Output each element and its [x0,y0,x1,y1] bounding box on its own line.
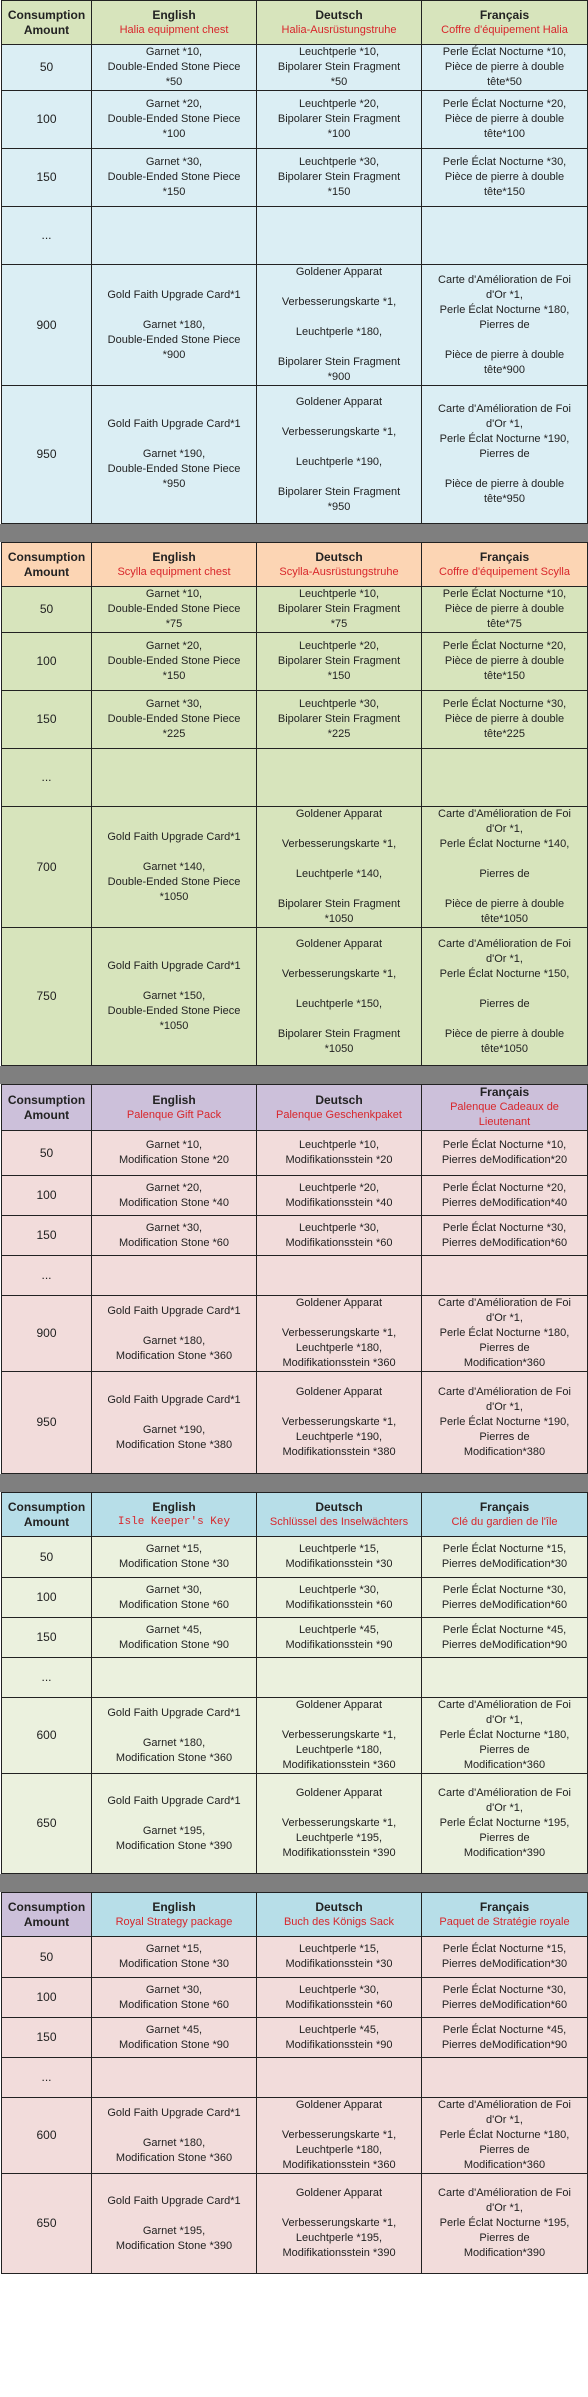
reward-cell-de: Leuchtperle *45, Modifikationsstein *90 [257,2018,422,2058]
consumption-amount-header [2,1493,92,1537]
table-row [2,1698,588,1774]
reward-cell-de [257,1256,422,1296]
consumption-amount-header [2,1,92,45]
reward-cell-de: Leuchtperle *20, Modifikationsstein *40 [257,1176,422,1216]
reward-cell-en: Garnet *30, Modification Stone *60 [92,1578,257,1618]
table-row [2,1537,588,1578]
reward-cell-de: Leuchtperle *45, Modifikationsstein *90 [257,1618,422,1658]
amount-cell: 50 [2,1937,92,1978]
amount-label: Amount [23,22,70,37]
reward-cell-fr [422,749,588,807]
amount-cell: 750 [2,928,92,1066]
reward-cell-en [92,749,257,807]
francais-header [422,1085,588,1131]
table-row [2,691,588,749]
reward-cell-de: Leuchtperle *30, Bipolarer Stein Fragment *150 [257,149,422,207]
language-label: Deutsch [315,1092,363,1107]
reward-cell-fr: Perle Éclat Nocturne *45, Pierres deModification*90 [422,2018,588,2058]
amount-cell: 100 [2,1176,92,1216]
reward-cell-fr: Carte d'Amélioration de Foi d'Or *1, Perle Éclat Nocturne *195, Pierres de Modification*390 [422,1774,588,1874]
reward-cell-de: Leuchtperle *30, Modifikationsstein *60 [257,1578,422,1618]
reward-cell-fr: Carte d'Amélioration de Foi d'Or *1, Perle Éclat Nocturne *180, Pierres de Modification*360 [422,2098,588,2174]
reward-cell-fr: Perle Éclat Nocturne *20, Pièce de pierre à double tête*100 [422,91,588,149]
amount-cell: 50 [2,1131,92,1176]
table-row [2,1176,588,1216]
consumption-label: Consumption [7,549,86,564]
reward-cell-de: Goldener Apparat Verbesserungskarte *1, Leuchtperle *180, Modifikationsstein *360 [257,2098,422,2174]
consumption-label: Consumption [7,1092,86,1107]
reward-cell-fr [422,1658,588,1698]
item-name-de: Halia-Ausrüstungstruhe [281,23,397,36]
language-label: Deutsch [315,549,363,564]
amount-cell: 100 [2,1578,92,1618]
table-row [2,587,588,633]
reward-cell-de [257,207,422,265]
reward-table [1,1084,588,1474]
reward-cell-fr: Carte d'Amélioration de Foi d'Or *1, Perle Éclat Nocturne *180, Pierres de Pièce de pierre à double tête*900 [422,265,588,386]
amount-cell: 950 [2,386,92,524]
table-row [2,1774,588,1874]
reward-cell-de: Leuchtperle *30, Bipolarer Stein Fragment *225 [257,691,422,749]
table-row [2,1256,588,1296]
table-row [2,2018,588,2058]
amount-cell: ... [2,1658,92,1698]
amount-cell: 150 [2,1216,92,1256]
reward-cell-en: Gold Faith Upgrade Card*1 Garnet *190, Double-Ended Stone Piece *950 [92,386,257,524]
table-row [2,2174,588,2274]
reward-section [1,1492,587,1874]
amount-cell: 150 [2,1618,92,1658]
reward-cell-fr: Perle Éclat Nocturne *20, Pièce de pierre à double tête*150 [422,633,588,691]
amount-cell: 650 [2,1774,92,1874]
table-row [2,2058,588,2098]
reward-cell-en: Garnet *20, Double-Ended Stone Piece *100 [92,91,257,149]
amount-cell: 950 [2,1372,92,1474]
reward-section [1,1084,587,1474]
english-header [92,543,257,587]
english-header [92,1893,257,1937]
reward-cell-de: Goldener Apparat Verbesserungskarte *1, Leuchtperle *190, Modifikationsstein *380 [257,1372,422,1474]
section-separator [0,524,588,542]
item-name-de: Schlüssel des Inselwächters [269,1515,409,1528]
table-row [2,1618,588,1658]
table-row [2,1296,588,1372]
item-name-fr: Paquet de Stratégie royale [439,1915,570,1928]
reward-cell-en: Garnet *15, Modification Stone *30 [92,1937,257,1978]
amount-cell: 100 [2,91,92,149]
amount-cell: ... [2,1256,92,1296]
reward-cell-de: Goldener Apparat Verbesserungskarte *1, Leuchtperle *180, Bipolarer Stein Fragment *900 [257,265,422,386]
deutsch-header [257,1893,422,1937]
deutsch-header [257,1493,422,1537]
language-label: Deutsch [315,1499,363,1514]
reward-cell-en: Gold Faith Upgrade Card*1 Garnet *180, Double-Ended Stone Piece *900 [92,265,257,386]
amount-cell: 100 [2,633,92,691]
reward-cell-fr: Perle Éclat Nocturne *15, Pierres deModification*30 [422,1537,588,1578]
amount-cell: 600 [2,2098,92,2174]
reward-cell-en: Gold Faith Upgrade Card*1 Garnet *150, Double-Ended Stone Piece *1050 [92,928,257,1066]
table-row [2,1578,588,1618]
language-label: English [152,1499,196,1514]
amount-label: Amount [23,564,70,579]
language-label: Deutsch [315,7,363,22]
item-name-fr: Palenque Cadeaux de Lieutenant [450,1101,559,1128]
reward-cell-de: Goldener Apparat Verbesserungskarte *1, Leuchtperle *180, Modifikationsstein *360 [257,1296,422,1372]
reward-cell-fr: Carte d'Amélioration de Foi d'Or *1, Perle Éclat Nocturne *150, Pierres de Pièce de pierre à double tête*1050 [422,928,588,1066]
reward-cell-en: Garnet *20, Modification Stone *40 [92,1176,257,1216]
reward-cell-en: Gold Faith Upgrade Card*1 Garnet *180, Modification Stone *360 [92,1296,257,1372]
item-name-fr: Clé du gardien de l'île [451,1515,558,1528]
language-label: English [152,7,196,22]
reward-cell-de: Leuchtperle *10, Bipolarer Stein Fragment *75 [257,587,422,633]
francais-header [422,543,588,587]
amount-cell: 650 [2,2174,92,2274]
reward-cell-en: Gold Faith Upgrade Card*1 Garnet *180, Modification Stone *360 [92,2098,257,2174]
reward-section [1,542,587,1066]
amount-label: Amount [23,1107,70,1122]
reward-cell-fr: Perle Éclat Nocturne *30, Pièce de pierre à double tête*225 [422,691,588,749]
reward-cell-fr: Perle Éclat Nocturne *30, Pierres deModification*60 [422,1216,588,1256]
reward-cell-de: Goldener Apparat Verbesserungskarte *1, Leuchtperle *180, Modifikationsstein *360 [257,1698,422,1774]
reward-cell-fr: Carte d'Amélioration de Foi d'Or *1, Perle Éclat Nocturne *180, Pierres de Modification*360 [422,1296,588,1372]
section-separator [0,1474,588,1492]
reward-cell-fr: Perle Éclat Nocturne *45, Pierres deModification*90 [422,1618,588,1658]
table-row [2,207,588,265]
reward-cell-fr: Perle Éclat Nocturne *10, Pierres deModification*20 [422,1131,588,1176]
language-label: English [152,1092,196,1107]
table-row [2,91,588,149]
language-label: Français [479,1899,530,1914]
table-row [2,1216,588,1256]
item-name-en: Scylla equipment chest [117,565,231,578]
deutsch-header [257,543,422,587]
table-row [2,749,588,807]
amount-cell: ... [2,749,92,807]
item-name-fr: Coffre d'équipement Halia [441,23,568,36]
item-name-de: Buch des Königs Sack [283,1915,395,1928]
reward-cell-fr: Carte d'Amélioration de Foi d'Or *1, Perle Éclat Nocturne *140, Pierres de Pièce de pierre à double tête*1050 [422,807,588,928]
reward-cell-de: Leuchtperle *15, Modifikationsstein *30 [257,1537,422,1578]
table-row [2,928,588,1066]
reward-cell-fr: Perle Éclat Nocturne *10, Pièce de pierre à double tête*75 [422,587,588,633]
language-label: Français [479,7,530,22]
table-header-row [2,1493,588,1537]
reward-cell-de: Goldener Apparat Verbesserungskarte *1, Leuchtperle *140, Bipolarer Stein Fragment *1050 [257,807,422,928]
amount-cell: 50 [2,1537,92,1578]
amount-cell: 900 [2,1296,92,1372]
consumption-amount-header [2,1893,92,1937]
reward-cell-de: Leuchtperle *20, Bipolarer Stein Fragment *100 [257,91,422,149]
table-header-row [2,543,588,587]
language-label: Français [479,549,530,564]
section-separator [0,1066,588,1084]
reward-table [1,1492,588,1874]
amount-cell: 50 [2,587,92,633]
item-name-de: Scylla-Ausrüstungstruhe [279,565,399,578]
table-row [2,1978,588,2018]
reward-cell-en: Gold Faith Upgrade Card*1 Garnet *180, Modification Stone *360 [92,1698,257,1774]
amount-cell: 150 [2,691,92,749]
table-row [2,45,588,91]
reward-table [1,542,588,1066]
reward-cell-en: Gold Faith Upgrade Card*1 Garnet *140, Double-Ended Stone Piece *1050 [92,807,257,928]
reward-cell-fr [422,207,588,265]
reward-cell-en: Garnet *30, Double-Ended Stone Piece *225 [92,691,257,749]
reward-cell-en: Garnet *45, Modification Stone *90 [92,1618,257,1658]
item-name-en: Isle Keeper's Key [117,1515,231,1528]
language-label: English [152,549,196,564]
reward-cell-de: Leuchtperle *15, Modifikationsstein *30 [257,1937,422,1978]
table-row [2,265,588,386]
reward-cell-de: Leuchtperle *10, Modifikationsstein *20 [257,1131,422,1176]
reward-cell-en: Garnet *10, Double-Ended Stone Piece *75 [92,587,257,633]
reward-cell-en: Garnet *30, Double-Ended Stone Piece *150 [92,149,257,207]
item-name-en: Royal Strategy package [115,1915,233,1928]
table-row [2,633,588,691]
reward-table [1,0,588,524]
francais-header [422,1493,588,1537]
item-name-de: Palenque Geschenkpaket [276,1108,402,1121]
item-name-en: Palenque Gift Pack [126,1108,222,1121]
amount-label: Amount [23,1914,70,1929]
consumption-amount-header [2,543,92,587]
reward-cell-de: Leuchtperle *30, Modifikationsstein *60 [257,1216,422,1256]
reward-cell-fr: Perle Éclat Nocturne *20, Pierres deModification*40 [422,1176,588,1216]
amount-cell: 900 [2,265,92,386]
english-header [92,1085,257,1131]
reward-section [1,1892,587,2274]
reward-cell-fr: Perle Éclat Nocturne *30, Pièce de pierre à double tête*150 [422,149,588,207]
reward-cell-en: Garnet *30, Modification Stone *60 [92,1216,257,1256]
reward-cell-en: Gold Faith Upgrade Card*1 Garnet *195, Modification Stone *390 [92,2174,257,2274]
section-separator [0,1874,588,1892]
reward-cell-de [257,749,422,807]
language-label: Français [479,1085,530,1099]
table-row [2,1658,588,1698]
reward-cell-en [92,1256,257,1296]
reward-cell-en [92,207,257,265]
reward-cell-de: Goldener Apparat Verbesserungskarte *1, Leuchtperle *195, Modifikationsstein *390 [257,1774,422,1874]
reward-section [1,0,587,524]
table-row [2,149,588,207]
reward-cell-de: Goldener Apparat Verbesserungskarte *1, Leuchtperle *190, Bipolarer Stein Fragment *950 [257,386,422,524]
reward-cell-de: Leuchtperle *20, Bipolarer Stein Fragment *150 [257,633,422,691]
amount-cell: 700 [2,807,92,928]
consumption-amount-header [2,1085,92,1131]
consumption-label: Consumption [7,7,86,22]
english-header [92,1493,257,1537]
consumption-label: Consumption [7,1499,86,1514]
reward-cell-fr [422,1256,588,1296]
francais-header [422,1893,588,1937]
reward-cell-de: Goldener Apparat Verbesserungskarte *1, Leuchtperle *150, Bipolarer Stein Fragment *1050 [257,928,422,1066]
table-row [2,1937,588,1978]
amount-cell: 150 [2,149,92,207]
language-label: Deutsch [315,1899,363,1914]
reward-cell-fr: Perle Éclat Nocturne *10, Pièce de pierre à double tête*50 [422,45,588,91]
table-header-row [2,1085,588,1131]
reward-cell-de [257,2058,422,2098]
table-row [2,807,588,928]
deutsch-header [257,1,422,45]
amount-label: Amount [23,1514,70,1529]
table-header-row [2,1,588,45]
consumption-label: Consumption [7,1899,86,1914]
table-row [2,1131,588,1176]
amount-cell: 600 [2,1698,92,1774]
table-header-row [2,1893,588,1937]
table-row [2,1372,588,1474]
language-label: English [152,1899,196,1914]
reward-cell-fr: Carte d'Amélioration de Foi d'Or *1, Perle Éclat Nocturne *195, Pierres de Modification*390 [422,2174,588,2274]
item-name-fr: Coffre d'équipement Scylla [439,565,570,578]
table-row [2,386,588,524]
reward-cell-de: Leuchtperle *30, Modifikationsstein *60 [257,1978,422,2018]
amount-cell: 150 [2,2018,92,2058]
reward-cell-en: Garnet *15, Modification Stone *30 [92,1537,257,1578]
amount-cell: ... [2,207,92,265]
item-name-en: Halia equipment chest [119,23,229,36]
reward-cell-fr: Carte d'Amélioration de Foi d'Or *1, Perle Éclat Nocturne *190, Pierres de Modification*380 [422,1372,588,1474]
deutsch-header [257,1085,422,1131]
reward-cell-de: Leuchtperle *10, Bipolarer Stein Fragment *50 [257,45,422,91]
reward-cell-fr: Perle Éclat Nocturne *30, Pierres deModification*60 [422,1578,588,1618]
language-label: Français [479,1499,530,1514]
reward-cell-fr: Carte d'Amélioration de Foi d'Or *1, Perle Éclat Nocturne *180, Pierres de Modification*360 [422,1698,588,1774]
francais-header [422,1,588,45]
reward-cell-en: Garnet *20, Double-Ended Stone Piece *150 [92,633,257,691]
reward-cell-de [257,1658,422,1698]
amount-cell: 100 [2,1978,92,2018]
reward-cell-fr: Perle Éclat Nocturne *30, Pierres deModification*60 [422,1978,588,2018]
reward-cell-de: Goldener Apparat Verbesserungskarte *1, Leuchtperle *195, Modifikationsstein *390 [257,2174,422,2274]
reward-table [1,1892,588,2274]
reward-cell-fr: Carte d'Amélioration de Foi d'Or *1, Perle Éclat Nocturne *190, Pierres de Pièce de pierre à double tête*950 [422,386,588,524]
reward-cell-fr [422,2058,588,2098]
amount-cell: 50 [2,45,92,91]
reward-cell-en: Garnet *30, Modification Stone *60 [92,1978,257,2018]
english-header [92,1,257,45]
reward-cell-en [92,2058,257,2098]
amount-cell: ... [2,2058,92,2098]
reward-cell-en: Garnet *10, Modification Stone *20 [92,1131,257,1176]
reward-cell-en: Gold Faith Upgrade Card*1 Garnet *190, Modification Stone *380 [92,1372,257,1474]
reward-cell-en: Gold Faith Upgrade Card*1 Garnet *195, Modification Stone *390 [92,1774,257,1874]
reward-cell-fr: Perle Éclat Nocturne *15, Pierres deModification*30 [422,1937,588,1978]
reward-cell-en [92,1658,257,1698]
reward-cell-en: Garnet *45, Modification Stone *90 [92,2018,257,2058]
table-row [2,2098,588,2174]
reward-cell-en: Garnet *10, Double-Ended Stone Piece *50 [92,45,257,91]
